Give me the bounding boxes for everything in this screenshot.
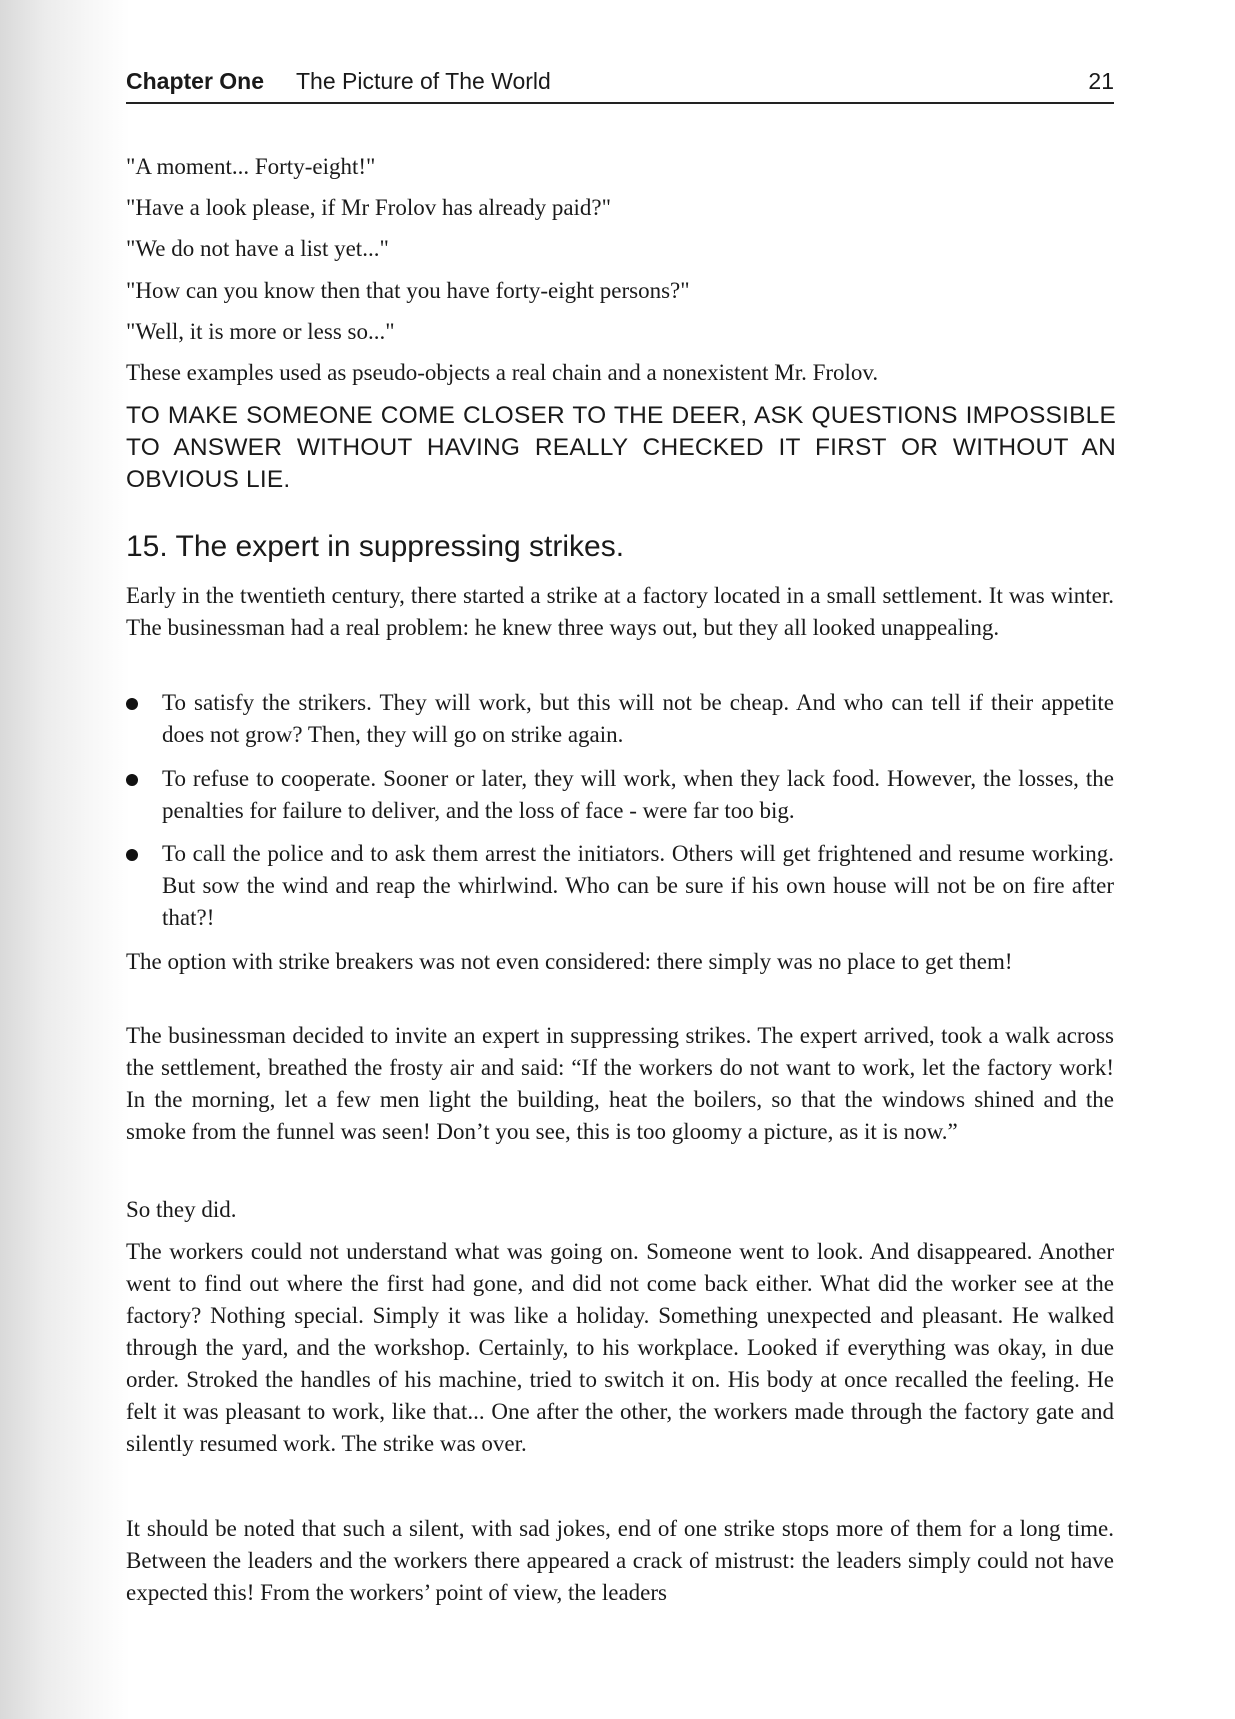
body-paragraph: So they did. bbox=[126, 1197, 237, 1222]
chapter-title: The Picture of The World bbox=[296, 68, 551, 94]
bullet-icon bbox=[126, 849, 138, 861]
bullet-icon bbox=[126, 698, 138, 710]
dialogue-line: "A moment... Forty-eight!" bbox=[126, 154, 376, 179]
section-intro: Early in the twentieth century, there started a strike at a factory located in a small settlement. It was winter. The businessman had a real problem: he knew three ways out, but they all looked unappealing. bbox=[126, 583, 1114, 640]
body-paragraph: It should be noted that such a silent, with sad jokes, end of one strike stops more of them for a long time. Between the leaders and the workers there appeared a crack of mistrust: the leaders simply could not have expected this! From the workers’ point of view, the leaders bbox=[126, 1516, 1114, 1605]
dialogue-line: "We do not have a list yet..." bbox=[126, 236, 389, 261]
body-paragraph: The businessman decided to invite an expert in suppressing strikes. The expert arrived, took a walk across the settlement, breathed the frosty air and said: “If the workers do not want to work, let the factory work! In the morning, let a few men light the building, heat the boilers, so that the windows shined and the smoke from the funnel was seen! Don’t you see, this is too gloomy a picture, as it is now.” bbox=[126, 1023, 1114, 1144]
chapter-label: Chapter One bbox=[126, 68, 265, 94]
body-paragraph: The option with strike breakers was not even considered: there simply was no place to get them! bbox=[126, 949, 1013, 974]
page-number: 21 bbox=[1088, 68, 1114, 94]
option-text: To call the police and to ask them arrest the initiators. Others will get frightened and resume working. But sow the wind and reap the whirlwind. Who can be sure if his own house will not be on fire after that?! bbox=[162, 841, 1114, 930]
rule-statement: TO MAKE SOMEONE COME CLOSER TO THE DEER, ASK QUESTIONS IMPOSSIBLE TO ANSWER WITHOUT HAVING REALLY CHECKED IT FIRST OR WITHOUT AN OBVIOUS LIE. bbox=[126, 402, 1116, 493]
option-text: To refuse to cooperate. Sooner or later, they will work, when they lack food. However, the losses, the penalties for failure to deliver, and the loss of face - were far too big. bbox=[162, 766, 1114, 823]
dialogue-line: "How can you know then that you have forty-eight persons?" bbox=[126, 278, 690, 303]
section-heading: 15. The expert in suppressing strikes. bbox=[126, 530, 625, 563]
examples-note: These examples used as pseudo-objects a real chain and a nonexistent Mr. Frolov. bbox=[126, 360, 879, 385]
dialogue-line: "Well, it is more or less so..." bbox=[126, 319, 395, 344]
bullet-icon bbox=[126, 774, 138, 786]
dialogue-line: "Have a look please, if Mr Frolov has already paid?" bbox=[126, 195, 612, 220]
option-text: To satisfy the strikers. They will work, but this will not be cheap. And who can tell if their appetite does not grow? Then, they will go on strike again. bbox=[162, 690, 1114, 747]
running-header bbox=[126, 68, 1114, 104]
body-paragraph: The workers could not understand what was going on. Someone went to look. And disappeared. Another went to find out where the first had gone, and did not come back either. What did the worker see at the factory? Nothing special. Simply it was like a holiday. Something unexpected and pleasant. He walked through the yard, and the workshop. Certainly, to his workplace. Looked if everything was okay, in due order. Stroked the handles of his machine, tried to switch it on. His body at once recalled the feeling. He felt it was pleasant to work, like that... One after the other, the workers made through the factory gate and silently resumed work. The strike was over. bbox=[126, 1239, 1114, 1456]
